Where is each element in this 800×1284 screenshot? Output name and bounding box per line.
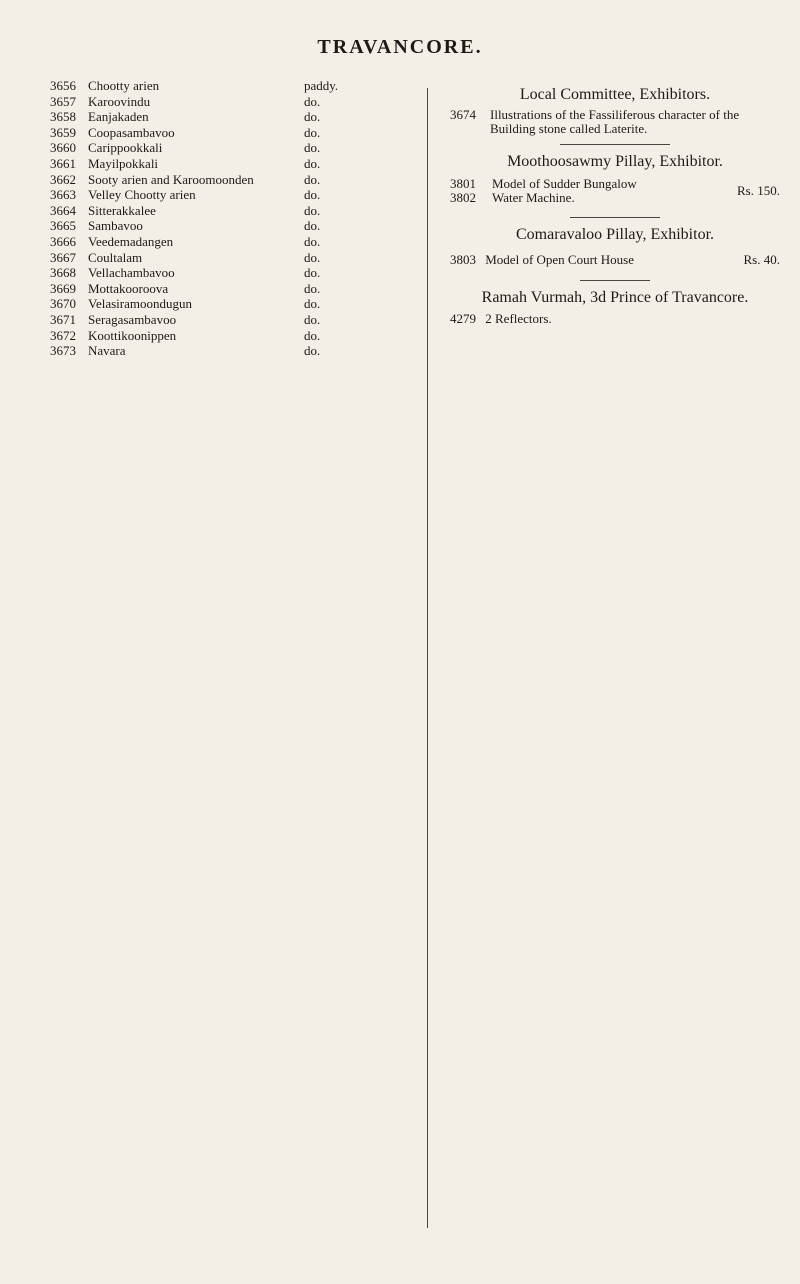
entry-number: 3662 [50,171,76,187]
list-item [50,125,410,141]
entry-name: Sitterakkalee [88,202,156,218]
column-divider [427,88,428,1228]
entry-ditto: do. [304,327,321,343]
entry-price: Rs. 40. [743,252,780,267]
page-title: TRAVANCORE. [317,36,483,58]
moothoosawmy-heading: Moothoosawmy Pillay, Exhibitor. [507,153,723,170]
entry-number: 3664 [50,202,76,218]
section-rule [580,280,650,281]
ramah-heading: Ramah Vurmah, 3d Prince of Travancore. [481,289,749,306]
entry-name: Navara [88,343,126,359]
entry-description: Water Machine. [492,190,575,205]
entry-name: Vellachambavoo [88,265,175,281]
entry-ditto: do. [304,171,321,187]
entry-ditto: do. [304,109,321,125]
entry-number: 4279 [450,311,476,326]
list-item [50,109,410,125]
entry-name: Coultalam [88,249,143,265]
entry-number: 3801 [450,176,476,191]
entry-name: Mottakooroova [88,280,169,296]
entry-ditto: do. [304,296,321,312]
local-committee-heading: Local Committee, Exhibitors. [519,86,711,103]
entry-number: 3665 [50,218,76,234]
entry-name: Eanjakaden [88,109,149,125]
list-item [50,203,410,219]
right-column [450,78,780,327]
list-item [50,94,410,110]
entry-number: 3667 [50,249,76,265]
entry-ditto: do. [304,233,321,249]
entry-number: 3671 [50,311,76,327]
entry-description: Model of Sudder Bungalow [492,176,637,191]
section-rule [570,217,660,218]
entry-number: 3659 [50,124,76,140]
entry-number: 3672 [50,327,76,343]
entry-price: Rs. 150. [737,183,780,198]
entry-ditto: do. [304,265,321,281]
entry-description: 2 Reflectors. [485,311,552,326]
list-item [50,218,410,234]
entry-number: 3658 [50,109,76,125]
entry-name: Carippookkali [88,140,163,156]
entry-ditto: do. [304,155,321,171]
entry-4279 [450,311,780,327]
list-item [50,234,410,250]
entry-number: 3666 [50,233,76,249]
entry-number: 3663 [50,187,76,203]
list-item [50,172,410,188]
entry-3801-3802 [450,177,780,209]
list-item [50,187,410,203]
list-item [50,140,410,156]
entry-ditto: do. [304,187,321,203]
entry-name: Karoovindu [88,93,151,109]
entry-number: 3802 [450,190,476,205]
entry-number: 3670 [50,296,76,312]
entry-ditto: do. [304,140,321,156]
entry-number: 3673 [50,343,76,359]
entry-name: Sambavoo [88,218,143,234]
entry-name: Veedemadangen [88,233,174,249]
list-item [50,156,410,172]
entry-description: Illustrations of the Fassiliferous character of the Building stone called Laterite. [490,107,740,136]
list-item [50,250,410,266]
entry-3674 [450,108,780,136]
entry-name: Koottikoonippen [88,327,177,343]
comaravaloo-heading: Comaravaloo Pillay, Exhibitor. [515,226,715,243]
entry-name: Velley Chootty arien [88,187,196,203]
entry-name: Velasiramoondugun [88,296,192,312]
entry-ditto: do. [304,124,321,140]
list-item [50,281,410,297]
entry-ditto: do. [304,249,321,265]
entry-number: 3660 [50,140,76,156]
entry-ditto: do. [304,93,321,109]
list-item [50,296,410,312]
entry-number: 3657 [50,93,76,109]
entry-description: Model of Open Court House [485,252,635,267]
list-item [50,343,410,359]
entry-number: 3803 [450,252,476,267]
list-item [50,78,410,94]
entry-name: Seragasambavoo [88,311,177,327]
entry-number: 3668 [50,265,76,281]
section-rule [560,144,670,145]
entry-name: Coopasambavoo [88,124,175,140]
entry-3803 [450,252,780,268]
entry-ditto: paddy. [304,78,339,93]
entry-name: Sooty arien and Karoomoonden [88,171,254,187]
entry-number: 3669 [50,280,76,296]
entry-ditto: do. [304,311,321,327]
entry-name: Chootty arien [88,78,160,93]
list-item [50,312,410,328]
entry-number: 3656 [50,78,76,93]
entry-ditto: do. [304,218,321,234]
entry-ditto: do. [304,202,321,218]
entry-ditto: do. [304,280,321,296]
entry-number: 3661 [50,155,76,171]
entry-ditto: do. [304,343,321,359]
catalogue-list [50,78,410,359]
entry-name: Mayilpokkali [88,155,159,171]
entry-number: 3674 [450,107,476,122]
list-item [50,328,410,344]
list-item [50,265,410,281]
